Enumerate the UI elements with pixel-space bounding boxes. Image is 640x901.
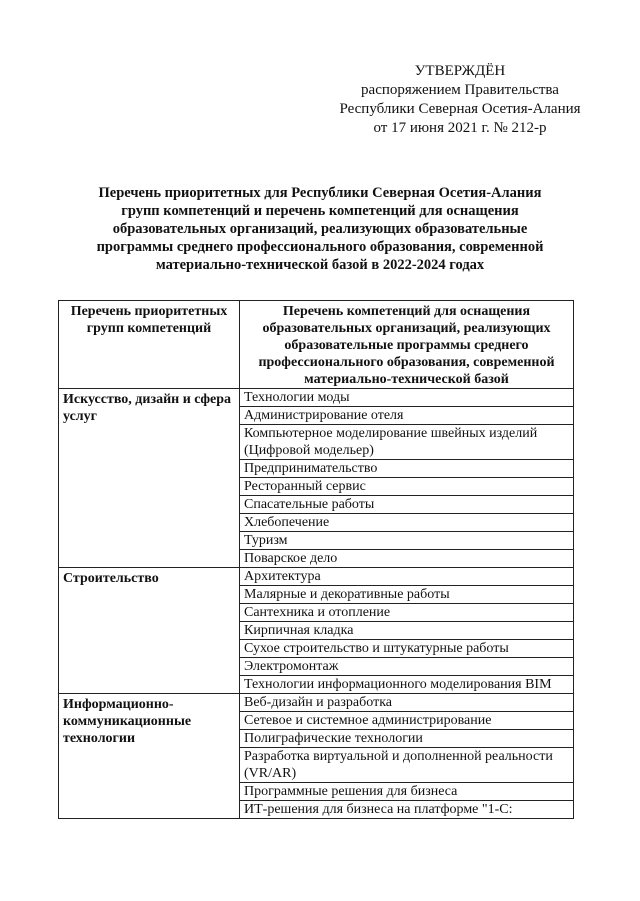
competency-item: Сухое строительство и штукатурные работы xyxy=(240,640,574,658)
header-groups: Перечень приоритетных групп компетенций xyxy=(59,301,240,389)
table-row xyxy=(59,389,574,407)
competency-item: Малярные и декоративные работы xyxy=(240,586,574,604)
title-line: материально-технической базой в 2022-2024 годах xyxy=(155,257,485,273)
competency-item: Ресторанный сервис xyxy=(240,478,574,496)
title-line: групп компетенций и перечень компетенций для оснащения xyxy=(121,203,519,219)
competency-item: Администрирование отеля xyxy=(240,407,574,425)
competency-item: Технологии информационного моделирования BIM xyxy=(240,676,574,694)
table-row xyxy=(59,694,574,712)
competency-group: Информационно-коммуникационные технологии xyxy=(59,694,240,819)
competency-item: Хлебопечение xyxy=(240,514,574,532)
competency-item: Компьютерное моделирование швейных изделий (Цифровой модельер) xyxy=(240,425,574,460)
competency-item: Сантехника и отопление xyxy=(240,604,574,622)
approval-line: распоряжением Правительства xyxy=(361,82,559,98)
competency-item: ИТ-решения для бизнеса на платформе "1-С: xyxy=(240,801,574,819)
competencies-table xyxy=(58,300,574,819)
competency-group: Искусство, дизайн и сфера услуг xyxy=(59,389,240,568)
competency-item: Электромонтаж xyxy=(240,658,574,676)
table-body xyxy=(59,389,574,819)
competency-group: Строительство xyxy=(59,568,240,694)
table-header-row xyxy=(59,301,574,389)
competency-item: Веб-дизайн и разработка xyxy=(240,694,574,712)
approval-line: УТВЕРЖДЁН xyxy=(414,63,506,79)
competency-item: Туризм xyxy=(240,532,574,550)
competency-item: Технологии моды xyxy=(240,389,574,407)
competency-item: Предпринимательство xyxy=(240,460,574,478)
document-title xyxy=(95,184,545,274)
approval-line: Республики Северная Осетия-Алания xyxy=(339,101,581,117)
header-competencies: Перечень компетенций для оснащения образовательных организаций, реализующих образовательные программы среднего профессионального образования, современной материально-технической базой xyxy=(240,301,574,389)
table-row xyxy=(59,568,574,586)
approval-line: от 17 июня 2021 г. № 212-р xyxy=(373,120,547,136)
title-line: программы среднего профессионального образования, современной xyxy=(96,239,544,255)
title-line: Перечень приоритетных для Республики Северная Осетия-Алания xyxy=(98,185,542,201)
competency-item: Кирпичная кладка xyxy=(240,622,574,640)
competency-item: Поварское дело xyxy=(240,550,574,568)
approval-stamp xyxy=(330,62,590,138)
competency-item: Программные решения для бизнеса xyxy=(240,783,574,801)
title-line: образовательных организаций, реализующих образовательные xyxy=(112,221,528,237)
competency-item: Сетевое и системное администрирование xyxy=(240,712,574,730)
competency-item: Полиграфические технологии xyxy=(240,730,574,748)
competency-item: Разработка виртуальной и дополненной реальности (VR/AR) xyxy=(240,748,574,783)
competency-item: Спасательные работы xyxy=(240,496,574,514)
competency-item: Архитектура xyxy=(240,568,574,586)
